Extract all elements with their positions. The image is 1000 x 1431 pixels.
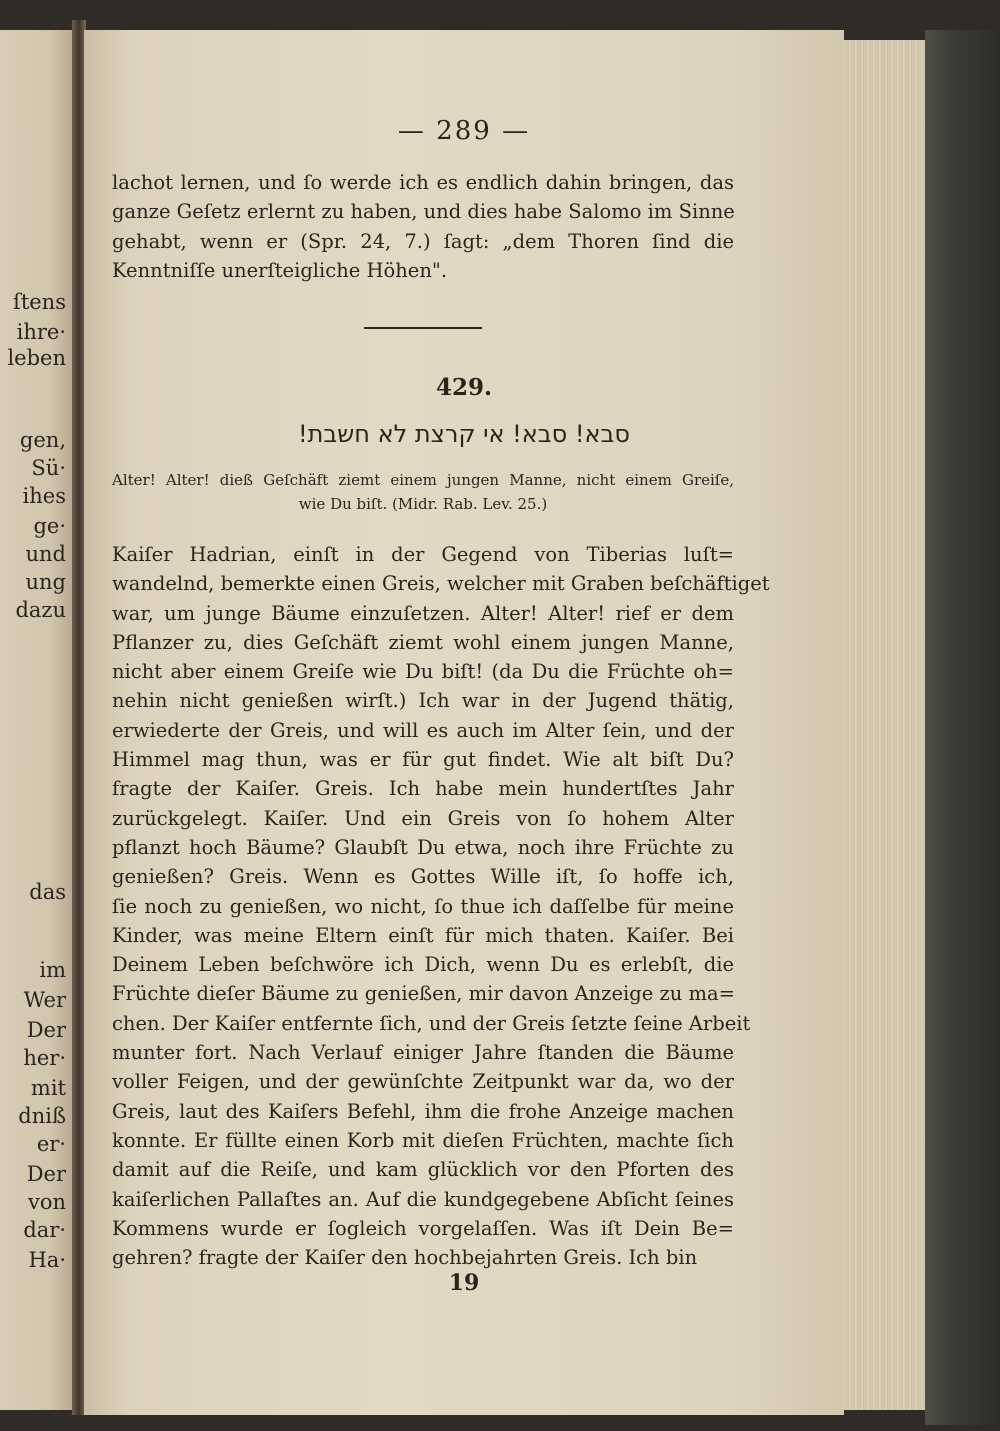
left-page-fragment: her· <box>23 1046 66 1070</box>
left-page-fragment: Der <box>26 1162 66 1186</box>
text-line: gehabt, wenn er (Spr. 24, 7.) ſagt: „dem Thoren ſind die <box>112 229 734 253</box>
text-line: fragte der Kaiſer. Greis. Ich habe mein hundertſtes Jahr <box>112 777 734 801</box>
book-cover <box>925 30 1000 1425</box>
text-line: ſie noch zu genießen, wo nicht, ſo thue ich daſſelbe für meine <box>112 894 734 918</box>
text-line: Kenntniſſe unerſteigliche Höhen". <box>112 258 448 282</box>
hebrew-quote: סבא! סבא! אי קרצת לא חשבת! <box>297 420 630 448</box>
text-line: zurückgelegt. Kaiſer. Und ein Greis von ſo hohem Alter <box>112 806 734 830</box>
story-paragraph <box>112 540 770 1272</box>
text-line: chen. Der Kaiſer entfernte ſich, und der Greis ſetzte ſeine Arbeit <box>112 1011 751 1035</box>
section-divider <box>364 327 482 329</box>
text-line: erwiederte der Greis, und will es auch im Alter ſein, und der <box>112 718 734 742</box>
left-page-fragment: das <box>29 880 66 904</box>
left-page-fragment: und <box>25 542 66 566</box>
left-page-fragment: ge· <box>33 514 66 538</box>
text-line: lachot lernen, und ſo werde ich es endlich dahin bringen, das <box>112 171 734 194</box>
left-page-fragment: leben <box>7 346 66 370</box>
text-line: konnte. Er füllte einen Korb mit dieſen Früchten, machte ſich <box>112 1128 734 1152</box>
text-line: kaiſerlichen Pallaſtes an. Auf die kundgegebene Abſicht ſeines <box>112 1187 734 1211</box>
text-line: Himmel mag thun, was er für gut findet. Wie alt biſt Du? <box>112 748 734 772</box>
left-page-fragment: dazu <box>15 598 66 622</box>
left-page-fragment: mit <box>30 1076 66 1100</box>
signature-mark: 19 <box>448 1270 480 1296</box>
page-edges <box>840 40 935 1410</box>
translation <box>112 468 734 516</box>
intro-paragraph <box>112 168 734 285</box>
text-line: Deinem Leben beſchwöre ich Dich, wenn Du es erlebſt, die <box>112 953 734 977</box>
left-page-fragment: dniß <box>18 1104 66 1128</box>
text-line: Kommens wurde er ſogleich vorgelaſſen. Was iſt Dein Be= <box>112 1216 734 1240</box>
left-page-fragment: gen, <box>19 428 66 452</box>
left-page-fragment: er· <box>36 1132 66 1156</box>
left-page-fragment: ung <box>25 570 66 594</box>
left-page-edge <box>0 30 72 1410</box>
left-page-fragment: Sü· <box>31 456 66 480</box>
left-page-fragment: im <box>39 958 66 982</box>
translation-line-2: wie Du biſt. (Midr. Rab. Lev. 25.) <box>298 495 548 513</box>
left-page-fragment: Ha· <box>28 1248 66 1272</box>
left-page-fragment: dar· <box>23 1218 66 1242</box>
left-page-fragment: ihre· <box>16 320 66 344</box>
text-line: voller Feigen, und der gewünſchte Zeitpunkt war da, wo der <box>112 1070 734 1094</box>
text-line: nehin nicht genießen wirſt.) Ich war in der Jugend thätig, <box>112 689 734 713</box>
text-line: Kaiſer Hadrian, einſt in der Gegend von Tiberias luſt= <box>112 543 734 566</box>
left-page-fragment: ihes <box>22 484 66 508</box>
left-page-fragment: Wer <box>23 988 66 1012</box>
text-line: munter fort. Nach Verlauf einiger Jahre ſtanden die Bäume <box>112 1041 734 1065</box>
text-line: war, um junge Bäume einzuſetzen. Alter! Alter! rief er dem <box>112 601 734 625</box>
text-line: Früchte dieſer Bäume zu genießen, mir davon Anzeige zu ma= <box>112 982 735 1006</box>
text-line: pflanzt hoch Bäume? Glaubſt Du etwa, noch ihre Früchte zu <box>112 835 734 859</box>
left-page-fragment: von <box>27 1190 66 1214</box>
section-number: 429. <box>435 374 493 401</box>
text-line: genießen? Greis. Wenn es Gottes Wille iſt, ſo hoffe ich, <box>112 865 734 889</box>
text-line: Pflanzer zu, dies Geſchäft ziemt wohl einem jungen Manne, <box>112 630 734 654</box>
page-number: — 289 — <box>397 116 531 146</box>
text-line: Greis, laut des Kaiſers Befehl, ihm die frohe Anzeige machen <box>112 1099 734 1123</box>
text-line: wandelnd, bemerkte einen Greis, welcher mit Graben beſchäftiget <box>112 572 770 596</box>
left-page-fragment: ſtens <box>13 290 66 314</box>
book-page <box>84 30 844 1415</box>
text-line: Kinder, was meine Eltern einſt für mich thaten. Kaiſer. Bei <box>112 923 734 947</box>
translation-line-1: Alter! Alter! dieß Geſchäft ziemt einem jungen Manne, nicht einem Greiſe, <box>112 471 734 489</box>
text-line: damit auf die Reiſe, und kam glücklich vor den Pforten des <box>112 1158 734 1182</box>
text-line: nicht aber einem Greiſe wie Du biſt! (da Du die Früchte oh= <box>112 660 734 684</box>
text-line: ganze Geſetz erlernt zu haben, und dies habe Salomo im Sinne <box>112 200 735 224</box>
left-page-fragment: Der <box>26 1018 66 1042</box>
text-line: gehren? fragte der Kaiſer den hochbejahrten Greis. Ich bin <box>112 1246 698 1270</box>
